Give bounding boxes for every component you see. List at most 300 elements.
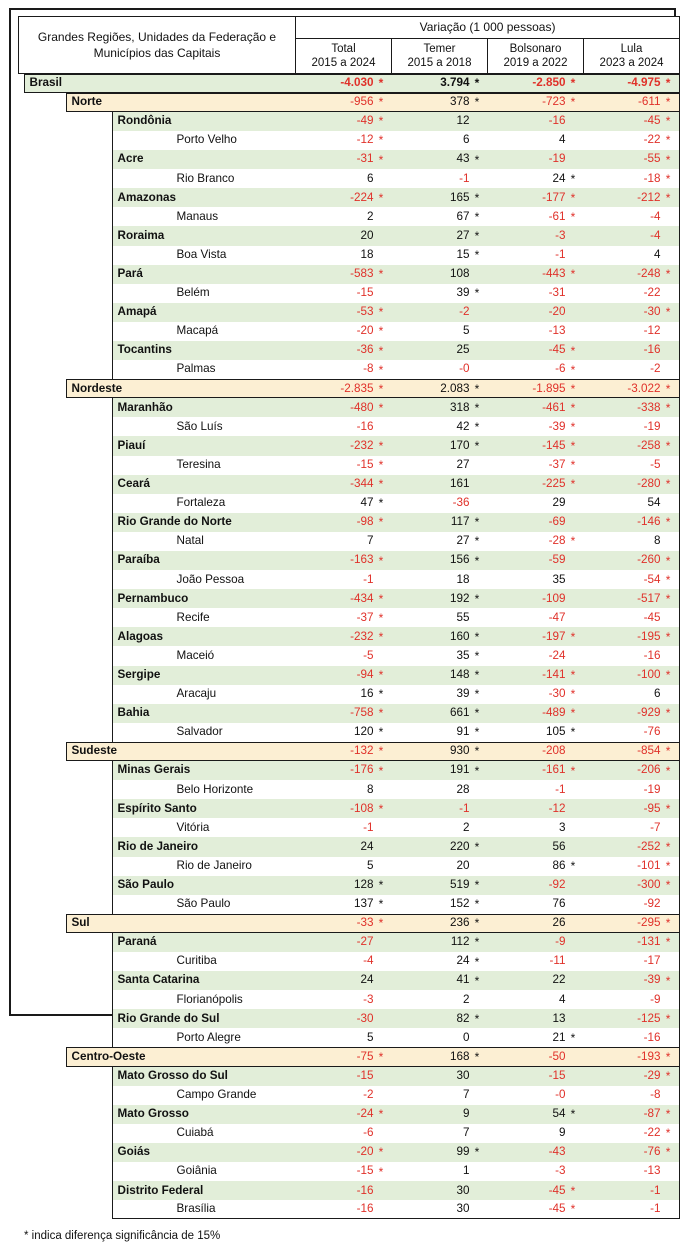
value-cell: [392, 857, 488, 876]
row-label-state: Maranhão: [112, 398, 296, 417]
value-number: 42: [456, 419, 470, 433]
value-number: 30: [456, 1202, 470, 1216]
value-number: -19: [548, 152, 566, 166]
value-cell: [584, 799, 680, 818]
value-number: -30: [643, 305, 661, 319]
row-label-cell: [19, 704, 296, 723]
value-cell: [584, 1124, 680, 1143]
value-number: 8: [366, 782, 374, 796]
value-cell: [392, 646, 488, 665]
value-cell: [296, 1028, 392, 1047]
value-number: 99: [456, 1145, 470, 1159]
value-number: -45: [643, 610, 661, 624]
value-cell: [392, 456, 488, 475]
value-number: -28: [548, 534, 566, 548]
significance-marker: *: [378, 114, 384, 129]
value-cell: [296, 1143, 392, 1162]
value-number: -30: [548, 687, 566, 701]
value-number: 128: [353, 878, 374, 891]
value-number: -76: [643, 1145, 661, 1159]
significance-marker: *: [665, 916, 671, 931]
significance-marker: *: [474, 878, 480, 893]
value-number: -94: [356, 667, 374, 681]
row-label-region: Sul: [66, 914, 296, 933]
value-cell: [584, 494, 680, 513]
value-number: -18: [643, 171, 661, 185]
value-cell: [392, 990, 488, 1009]
value-number: 21: [552, 1030, 566, 1044]
row-label-city: Campo Grande: [112, 1086, 296, 1105]
table-row: [19, 1067, 680, 1086]
value-cell: [488, 150, 584, 169]
value-number: -232: [350, 629, 374, 643]
value-cell: [584, 188, 680, 207]
table-row: [19, 475, 680, 494]
value-number: 20: [360, 228, 374, 242]
table-row: [19, 207, 680, 226]
significance-marker: *: [378, 706, 384, 721]
row-label-state: Ceará: [112, 475, 296, 494]
value-number: -3: [555, 1164, 566, 1178]
value-number: -22: [643, 133, 661, 147]
value-number: 13: [552, 1011, 566, 1025]
value-number: -54: [643, 572, 661, 586]
value-number: -12: [548, 801, 566, 815]
value-number: -177: [542, 190, 566, 204]
value-cell: [584, 933, 680, 952]
value-number: -108: [350, 801, 374, 815]
table-row: [19, 246, 680, 265]
value-number: 28: [456, 782, 470, 796]
significance-marker: *: [665, 629, 671, 644]
value-cell: [392, 475, 488, 494]
value-cell: [392, 589, 488, 608]
value-cell: [296, 494, 392, 513]
row-label-state: Piauí: [112, 436, 296, 455]
value-number: -33: [356, 916, 374, 930]
value-number: -145: [542, 438, 566, 452]
value-cell: [296, 780, 392, 799]
significance-marker: *: [474, 839, 480, 854]
value-cell: [488, 837, 584, 856]
value-cell: [392, 1067, 488, 1086]
value-cell: [392, 169, 488, 188]
value-cell: [296, 914, 392, 933]
significance-marker: *: [665, 400, 671, 415]
table-row: [19, 1124, 680, 1143]
value-cell: [392, 150, 488, 169]
value-number: 20: [456, 858, 470, 872]
value-cell: [584, 666, 680, 685]
value-number: -37: [356, 610, 374, 624]
table-row: [19, 1143, 680, 1162]
value-cell: [392, 341, 488, 360]
significance-marker: *: [570, 362, 576, 377]
significance-marker: *: [378, 916, 384, 931]
significance-marker: *: [378, 1145, 384, 1160]
significance-marker: *: [474, 1011, 480, 1026]
table-row: [19, 1162, 680, 1181]
value-cell: [584, 570, 680, 589]
value-cell: [488, 379, 584, 398]
value-number: -260: [637, 553, 661, 567]
value-cell: [296, 990, 392, 1009]
significance-marker: *: [570, 381, 576, 396]
value-cell: [488, 169, 584, 188]
table-outer-border: [9, 8, 676, 1242]
row-label-cell: [19, 475, 296, 494]
value-cell: [296, 1009, 392, 1028]
row-label-cell: [19, 494, 296, 513]
value-cell: [488, 952, 584, 971]
significance-marker: *: [378, 362, 384, 377]
significance-marker: *: [665, 76, 671, 91]
value-number: 519: [449, 878, 470, 891]
value-number: -225: [542, 477, 566, 491]
value-number: 2: [366, 209, 374, 223]
value-cell: [488, 551, 584, 570]
significance-marker: *: [378, 305, 384, 320]
column-name: Temer: [423, 42, 456, 55]
value-cell: [584, 990, 680, 1009]
value-number: -20: [356, 1145, 374, 1159]
significance-marker: *: [378, 801, 384, 816]
row-label-city: Rio Branco: [112, 169, 296, 188]
significance-marker: *: [570, 458, 576, 473]
value-cell: [488, 876, 584, 895]
row-label-cell: [19, 1181, 296, 1200]
significance-marker: *: [378, 1049, 384, 1064]
significance-marker: *: [665, 1049, 671, 1064]
significance-marker: *: [570, 668, 576, 683]
value-number: 236: [449, 916, 470, 930]
value-cell: [296, 837, 392, 856]
value-cell: [488, 265, 584, 284]
value-number: -101: [637, 858, 661, 872]
table-row: [19, 494, 680, 513]
row-label-cell: [19, 73, 296, 93]
value-cell: [296, 857, 392, 876]
value-number: 26: [552, 916, 566, 930]
value-number: -338: [637, 400, 661, 414]
value-number: -109: [542, 591, 566, 605]
row-label-cell: [19, 570, 296, 589]
value-number: 160: [449, 629, 470, 643]
row-label-city: Cuiabá: [112, 1124, 296, 1143]
value-number: -461: [542, 400, 566, 414]
value-cell: [392, 1143, 488, 1162]
value-number: -50: [548, 1049, 566, 1063]
value-number: 15: [456, 247, 470, 261]
value-number: -141: [542, 667, 566, 681]
row-label-cell: [19, 627, 296, 646]
value-cell: [392, 379, 488, 398]
value-cell: [584, 360, 680, 379]
significance-marker: *: [665, 859, 671, 874]
value-number: -193: [637, 1049, 661, 1063]
value-cell: [296, 1162, 392, 1181]
value-number: -517: [637, 591, 661, 605]
significance-marker: *: [474, 209, 480, 224]
value-cell: [488, 933, 584, 952]
significance-marker: *: [474, 649, 480, 664]
significance-marker: *: [474, 95, 480, 110]
value-cell: [488, 1105, 584, 1124]
value-number: 27: [456, 228, 470, 242]
value-cell: [296, 303, 392, 322]
value-cell: [392, 837, 488, 856]
value-cell: [488, 475, 584, 494]
row-label-city: Rio de Janeiro: [112, 857, 296, 876]
value-cell: [584, 436, 680, 455]
row-label-state: Mato Grosso: [112, 1105, 296, 1124]
value-cell: [392, 513, 488, 532]
value-cell: [392, 131, 488, 150]
significance-marker: *: [570, 706, 576, 721]
row-label-cell: [19, 513, 296, 532]
table-row: [19, 436, 680, 455]
value-cell: [584, 246, 680, 265]
value-number: 148: [449, 667, 470, 681]
value-number: -45: [643, 114, 661, 128]
value-cell: [584, 417, 680, 436]
value-cell: [584, 131, 680, 150]
significance-marker: *: [474, 954, 480, 969]
value-number: -39: [548, 419, 566, 433]
row-label-cell: [19, 360, 296, 379]
value-cell: [392, 723, 488, 742]
row-label-cell: [19, 1162, 296, 1181]
row-label-state: Amazonas: [112, 188, 296, 207]
significance-marker: *: [570, 687, 576, 702]
value-number: -5: [650, 457, 661, 471]
value-number: -956: [350, 95, 374, 109]
value-cell: [296, 1047, 392, 1066]
table-row: [19, 1181, 680, 1200]
value-number: 165: [449, 190, 470, 204]
value-cell: [392, 876, 488, 895]
table-row: [19, 1028, 680, 1047]
value-cell: [392, 303, 488, 322]
significance-marker: *: [570, 209, 576, 224]
value-number: 30: [456, 1068, 470, 1082]
significance-marker: *: [474, 916, 480, 931]
value-number: -443: [542, 267, 566, 280]
row-label-cell: [19, 723, 296, 742]
value-number: -16: [643, 1030, 661, 1044]
value-number: 318: [449, 400, 470, 414]
value-number: -75: [356, 1049, 374, 1063]
significance-marker: *: [474, 668, 480, 683]
value-number: 8: [654, 534, 661, 548]
significance-marker: *: [474, 190, 480, 205]
value-number: -1.895: [532, 381, 566, 395]
value-number: 2: [462, 820, 470, 834]
table-row: [19, 837, 680, 856]
value-cell: [296, 1200, 392, 1219]
value-number: -49: [356, 114, 374, 128]
table-row: [19, 799, 680, 818]
value-number: -95: [643, 801, 661, 815]
value-number: -47: [548, 610, 566, 624]
row-label-city: Recife: [112, 608, 296, 627]
value-number: -20: [548, 305, 566, 319]
column-period: 2015 a 2018: [407, 56, 472, 69]
row-label-city: Curitiba: [112, 952, 296, 971]
value-number: 120: [353, 725, 374, 739]
value-number: -224: [350, 190, 374, 204]
value-cell: [488, 857, 584, 876]
row-label-cell: [19, 93, 296, 112]
value-cell: [488, 685, 584, 704]
value-cell: [488, 322, 584, 341]
value-cell: [488, 646, 584, 665]
value-number: -206: [637, 763, 661, 777]
row-label-country: Brasil: [24, 74, 296, 93]
significance-marker: *: [378, 763, 384, 778]
value-cell: [392, 207, 488, 226]
value-number: -98: [356, 515, 374, 529]
value-number: 1: [462, 1164, 470, 1178]
row-label-cell: [19, 1047, 296, 1066]
value-number: -3: [555, 228, 566, 242]
value-cell: [488, 1200, 584, 1219]
value-number: -59: [548, 553, 566, 567]
value-cell: [488, 1124, 584, 1143]
value-cell: [584, 646, 680, 665]
value-number: 112: [450, 935, 470, 949]
value-number: -5: [363, 648, 374, 662]
value-cell: [392, 895, 488, 914]
value-number: -87: [643, 1107, 661, 1121]
significance-marker: *: [570, 1202, 576, 1217]
significance-marker: *: [474, 706, 480, 721]
value-number: 4: [654, 247, 661, 261]
value-number: -4.030: [340, 76, 374, 90]
value-cell: [296, 551, 392, 570]
value-cell: [296, 1124, 392, 1143]
table-row: [19, 112, 680, 131]
value-number: 156: [449, 553, 470, 567]
row-label-cell: [19, 284, 296, 303]
value-cell: [584, 303, 680, 322]
value-number: 29: [552, 496, 566, 510]
significance-marker: *: [378, 725, 384, 740]
value-cell: [392, 494, 488, 513]
significance-marker: *: [665, 668, 671, 683]
value-cell: [584, 341, 680, 360]
value-number: -300: [637, 878, 661, 891]
table-row: [19, 341, 680, 360]
value-number: -16: [548, 114, 566, 128]
table-row: [19, 1105, 680, 1124]
value-cell: [584, 914, 680, 933]
table-footnote: * indica diferença significância de 15%: [24, 1230, 221, 1242]
value-cell: [584, 1086, 680, 1105]
value-number: -24: [356, 1107, 374, 1121]
value-number: 35: [456, 648, 470, 662]
significance-marker: *: [665, 171, 671, 186]
value-cell: [488, 780, 584, 799]
value-number: 9: [462, 1107, 470, 1121]
row-label-cell: [19, 761, 296, 780]
value-cell: [584, 1009, 680, 1028]
significance-marker: *: [378, 878, 384, 893]
value-cell: [488, 112, 584, 131]
row-label-cell: [19, 131, 296, 150]
significance-marker: *: [665, 1145, 671, 1160]
row-label-city: Florianópolis: [112, 990, 296, 1009]
significance-marker: *: [378, 400, 384, 415]
row-label-cell: [19, 1028, 296, 1047]
significance-marker: *: [378, 343, 384, 358]
value-number: -15: [356, 1164, 374, 1178]
value-number: -15: [548, 1068, 566, 1082]
value-cell: [296, 1181, 392, 1200]
value-cell: [392, 226, 488, 245]
significance-marker: *: [378, 629, 384, 644]
significance-marker: *: [665, 438, 671, 453]
value-number: -146: [637, 515, 661, 529]
value-cell: [296, 360, 392, 379]
value-number: 137: [353, 897, 374, 911]
value-number: -92: [643, 897, 661, 911]
row-label-cell: [19, 857, 296, 876]
value-cell: [392, 704, 488, 723]
value-number: -161: [542, 763, 566, 777]
value-number: -2.850: [532, 76, 566, 90]
row-label-cell: [19, 1143, 296, 1162]
value-number: 7: [462, 1088, 470, 1102]
table-row: [19, 570, 680, 589]
column-header-total: [296, 38, 392, 73]
value-cell: [392, 1047, 488, 1066]
significance-marker: *: [474, 553, 480, 568]
value-cell: [488, 1181, 584, 1200]
row-label-cell: [19, 341, 296, 360]
significance-marker: *: [474, 973, 480, 988]
row-label-state: Santa Catarina: [112, 971, 296, 990]
row-label-city: Boa Vista: [112, 246, 296, 265]
table-row: [19, 322, 680, 341]
value-number: 3: [558, 820, 566, 834]
table-row: [19, 914, 680, 933]
column-header-bolsonaro: [488, 38, 584, 73]
value-cell: [584, 1143, 680, 1162]
significance-marker: *: [474, 419, 480, 434]
table-row: [19, 284, 680, 303]
value-number: 191: [449, 763, 470, 777]
value-cell: [584, 818, 680, 837]
significance-marker: *: [570, 763, 576, 778]
value-number: -16: [643, 343, 661, 357]
value-cell: [488, 93, 584, 112]
row-label-cell: [19, 303, 296, 322]
value-number: -12: [356, 133, 374, 147]
value-number: -15: [356, 1068, 374, 1082]
value-number: 168: [449, 1049, 470, 1063]
row-label-city: João Pessoa: [112, 570, 296, 589]
row-label-state: São Paulo: [112, 876, 296, 895]
row-label-city: Porto Velho: [112, 131, 296, 150]
value-cell: [584, 627, 680, 646]
value-cell: [488, 1028, 584, 1047]
row-label-cell: [19, 265, 296, 284]
row-label-region: Nordeste: [66, 379, 296, 398]
row-label-state: Amapá: [112, 303, 296, 322]
value-number: 4: [558, 133, 566, 147]
table-row: [19, 876, 680, 895]
